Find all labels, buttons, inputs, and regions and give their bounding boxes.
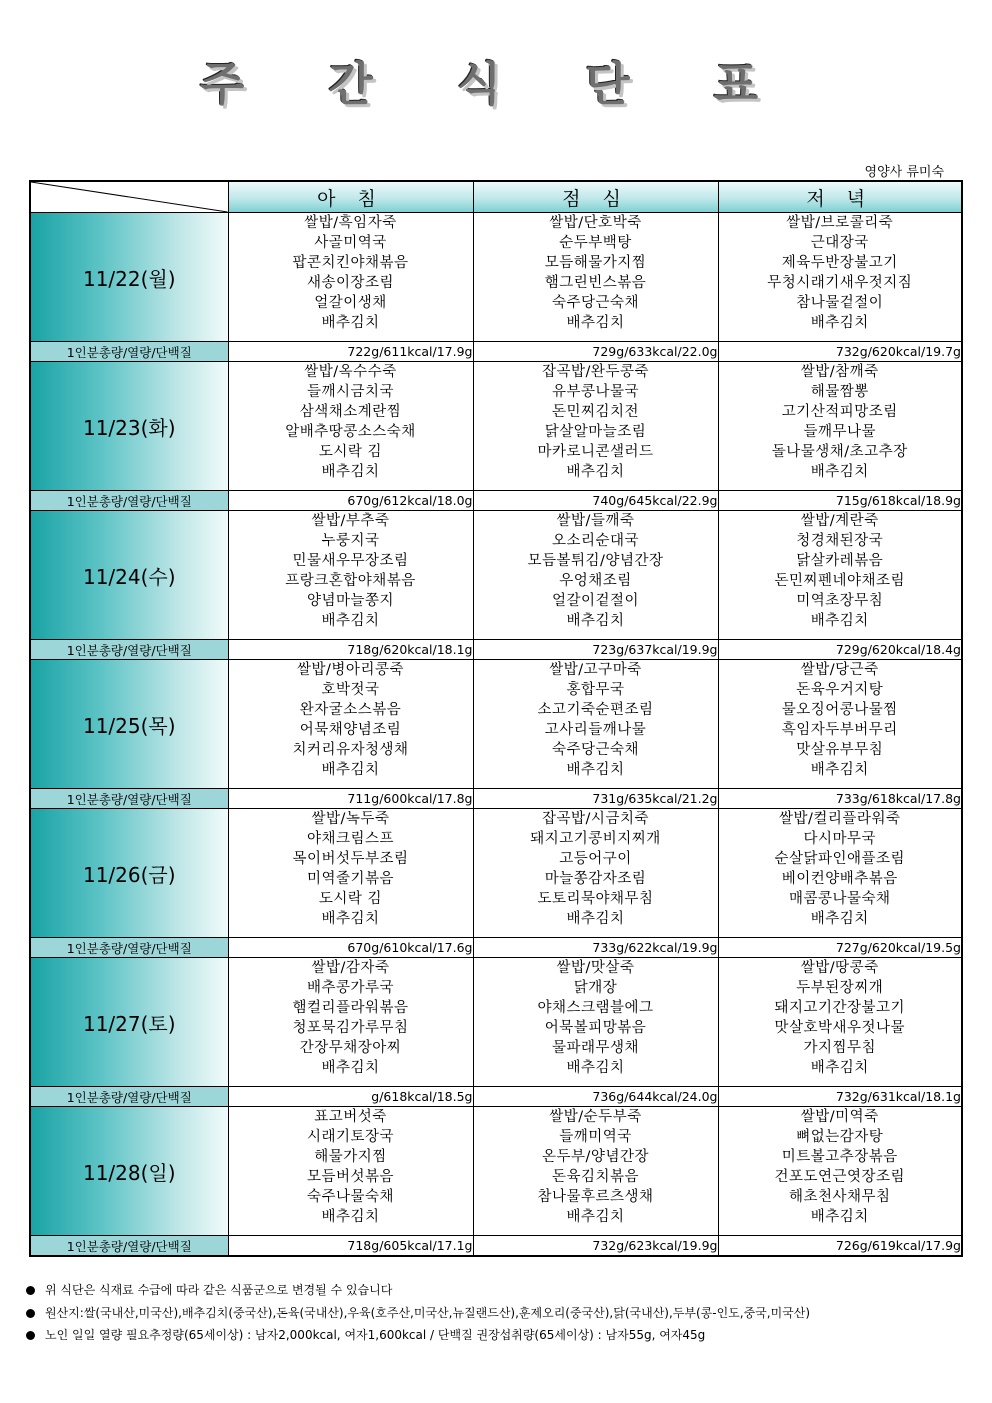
dish-item: 온두부/양념간장 xyxy=(542,1149,649,1165)
dish-item: 배추김치 xyxy=(321,1209,380,1225)
dish-item: 물파래무생채 xyxy=(551,1040,640,1056)
dish-item: 돼지고기간장불고기 xyxy=(774,1000,906,1016)
dish-item: 사골미역국 xyxy=(314,235,387,251)
dish-item: 도시락 김 xyxy=(318,891,383,907)
note-item xyxy=(26,1302,810,1325)
dish-item: 마늘쫑감자조림 xyxy=(544,871,647,887)
dish-item: 쌀밥/땅콩죽 xyxy=(800,960,879,976)
day-date: 11/23(화) xyxy=(30,362,228,491)
summary-label: 1인분총량/열량/단백질 xyxy=(30,640,228,660)
dish-item: 햄그린빈스볶음 xyxy=(544,275,647,291)
dish-item: 돌나물생채/초고추장 xyxy=(771,444,908,460)
dish-item: 돈민찌펜네야채조림 xyxy=(774,573,906,589)
dinner-cell xyxy=(718,511,962,640)
dish-item: 표고버섯죽 xyxy=(314,1109,387,1125)
dish-item: 야채크림스프 xyxy=(306,831,395,847)
dish-item: 배추김치 xyxy=(566,315,625,331)
dinner-cell xyxy=(718,362,962,491)
dish-item: 모듬볼튀김/양념간장 xyxy=(527,553,664,569)
day-date: 11/26(금) xyxy=(30,809,228,938)
summary-row xyxy=(30,640,962,660)
summary-value: 740g/645kcal/22.9g xyxy=(473,491,718,511)
dish-item: 가지찜무침 xyxy=(803,1040,877,1056)
breakfast-cell xyxy=(228,213,473,342)
breakfast-cell xyxy=(228,362,473,491)
dish-item: 맛살유부무침 xyxy=(796,742,884,758)
dish-item: 닭살카레볶음 xyxy=(796,553,884,569)
dish-item: 들깨무나물 xyxy=(803,424,877,440)
dish-item: 쌀밥/순두부죽 xyxy=(549,1109,642,1125)
summary-value: g/618kcal/18.5g xyxy=(228,1087,473,1107)
summary-value: 736g/644kcal/24.0g xyxy=(473,1087,718,1107)
dish-item: 쌀밥/참깨죽 xyxy=(800,364,879,380)
dish-item: 건포도연근엿장조림 xyxy=(774,1169,906,1185)
lunch-cell xyxy=(473,213,718,342)
dish-item: 쌀밥/컬리플라워죽 xyxy=(779,811,901,827)
dietitian-name: 영양사 류미숙 xyxy=(864,165,944,180)
lunch-cell xyxy=(473,511,718,640)
dish-item: 완자굴소스볶음 xyxy=(299,702,402,718)
dish-item: 유부콩나물국 xyxy=(551,384,640,400)
dish-item: 닭개장 xyxy=(573,980,618,996)
dish-item: 배추김치 xyxy=(566,613,625,629)
dish-item: 배추김치 xyxy=(566,464,625,480)
dish-item: 쌀밥/미역죽 xyxy=(800,1109,879,1125)
dish-item: 잡곡밥/시금치죽 xyxy=(542,811,649,827)
day-date: 11/28(일) xyxy=(30,1107,228,1236)
dish-item: 쌀밥/단호박죽 xyxy=(549,215,642,231)
summary-label: 1인분총량/열량/단백질 xyxy=(30,342,228,362)
dish-item: 삼색채소계란찜 xyxy=(299,404,402,420)
summary-row xyxy=(30,1236,962,1257)
dish-item: 매콤콩나물숙채 xyxy=(788,891,891,907)
bullet-icon xyxy=(26,1286,35,1295)
day-date: 11/25(목) xyxy=(30,660,228,789)
dish-item: 치커리유자청생채 xyxy=(292,742,409,758)
dish-item: 물오징어콩나물찜 xyxy=(781,702,898,718)
summary-row xyxy=(30,1087,962,1107)
dish-item: 간장무채장아찌 xyxy=(299,1040,402,1056)
weekly-menu-table xyxy=(29,180,963,1257)
summary-row xyxy=(30,789,962,809)
dish-item: 청경채된장국 xyxy=(796,533,884,549)
lunch-cell xyxy=(473,1107,718,1236)
bullet-icon xyxy=(26,1309,35,1318)
dish-item: 두부된장찌개 xyxy=(796,980,884,996)
day-row xyxy=(30,213,962,342)
dish-item: 어묵볼피망볶음 xyxy=(544,1020,647,1036)
dish-item: 쌀밥/맛살죽 xyxy=(556,960,635,976)
dish-item: 새송이장조림 xyxy=(306,275,395,291)
summary-label: 1인분총량/열량/단백질 xyxy=(30,1087,228,1107)
dish-item: 숙주당근숙채 xyxy=(551,295,640,311)
dish-item: 배추김치 xyxy=(566,762,625,778)
header-lunch: 점 심 xyxy=(473,181,718,213)
note-item xyxy=(26,1279,810,1302)
dish-item: 모듬해물가지찜 xyxy=(544,255,647,271)
summary-value: 670g/612kcal/18.0g xyxy=(228,491,473,511)
dish-item: 프랑크혼합야채볶음 xyxy=(285,573,416,589)
summary-value: 722g/611kcal/17.9g xyxy=(228,342,473,362)
dish-item: 배추김치 xyxy=(566,911,625,927)
dinner-cell xyxy=(718,809,962,938)
dish-item: 해물가지찜 xyxy=(314,1149,387,1165)
day-row xyxy=(30,660,962,789)
dish-item: 얼갈이생채 xyxy=(314,295,387,311)
menu-body xyxy=(30,213,962,1257)
dinner-cell xyxy=(718,213,962,342)
summary-value: 715g/618kcal/18.9g xyxy=(718,491,962,511)
summary-row xyxy=(30,342,962,362)
dish-item: 베이컨양배추볶음 xyxy=(781,871,898,887)
summary-label: 1인분총량/열량/단백질 xyxy=(30,1236,228,1257)
dinner-cell xyxy=(718,660,962,789)
dish-item: 참나물겉절이 xyxy=(796,295,884,311)
dish-item: 배추김치 xyxy=(321,315,380,331)
dish-item: 배추김치 xyxy=(321,1060,380,1076)
dish-item: 쌀밥/계란죽 xyxy=(800,513,879,529)
header-breakfast: 아 침 xyxy=(228,181,473,213)
dish-item: 미트볼고추장볶음 xyxy=(781,1149,898,1165)
summary-value: 718g/620kcal/18.1g xyxy=(228,640,473,660)
summary-value: 718g/605kcal/17.1g xyxy=(228,1236,473,1257)
dish-item: 배추김치 xyxy=(810,911,869,927)
dish-item: 들깨시금치국 xyxy=(306,384,395,400)
dish-item: 배추김치 xyxy=(810,1209,869,1225)
dish-item: 배추김치 xyxy=(810,315,869,331)
day-row xyxy=(30,362,962,491)
dish-item: 목이버섯두부조림 xyxy=(292,851,409,867)
dish-item: 흑임자두부버무리 xyxy=(781,722,898,738)
dish-item: 배추김치 xyxy=(810,464,869,480)
dish-item: 미역초장무침 xyxy=(796,593,884,609)
dish-item: 호박젓국 xyxy=(321,682,380,698)
dish-item: 해물짬뽕 xyxy=(810,384,869,400)
dish-item: 마카로니콘샐러드 xyxy=(537,444,654,460)
dish-item: 참나물후르츠생채 xyxy=(537,1189,654,1205)
dish-item: 홍합무국 xyxy=(566,682,625,698)
dish-item: 야채스크램블에그 xyxy=(537,1000,654,1016)
summary-value: 733g/622kcal/19.9g xyxy=(473,938,718,958)
dish-item: 돈민찌김치전 xyxy=(551,404,640,420)
dish-item: 근대장국 xyxy=(810,235,869,251)
breakfast-cell xyxy=(228,809,473,938)
dish-item: 배추김치 xyxy=(810,762,869,778)
day-row xyxy=(30,1107,962,1236)
dish-item: 알배추땅콩소스숙채 xyxy=(285,424,416,440)
dish-item: 쌀밥/당근죽 xyxy=(800,662,879,678)
dish-item: 쌀밥/흑임자죽 xyxy=(304,215,397,231)
dish-item: 맛살호박새우젓나물 xyxy=(774,1020,906,1036)
dish-item: 누룽지국 xyxy=(321,533,380,549)
summary-value: 729g/633kcal/22.0g xyxy=(473,342,718,362)
summary-value: 732g/620kcal/19.7g xyxy=(718,342,962,362)
summary-value: 723g/637kcal/19.9g xyxy=(473,640,718,660)
day-row xyxy=(30,809,962,938)
dish-item: 들깨미역국 xyxy=(559,1129,632,1145)
summary-value: 670g/610kcal/17.6g xyxy=(228,938,473,958)
page-title: 주 간 식 단 표 xyxy=(199,57,793,111)
breakfast-cell xyxy=(228,660,473,789)
dish-item: 도시락 김 xyxy=(318,444,383,460)
header-dinner: 저 녁 xyxy=(718,181,962,213)
dish-item: 배추김치 xyxy=(566,1060,625,1076)
dish-item: 양념마늘쫑지 xyxy=(306,593,395,609)
note-item xyxy=(26,1324,810,1347)
summary-row xyxy=(30,938,962,958)
dish-item: 청포묵김가루무침 xyxy=(292,1020,409,1036)
dish-item: 무청시래기새우젓지짐 xyxy=(767,275,913,291)
breakfast-cell xyxy=(228,1107,473,1236)
dish-item: 제육두반장불고기 xyxy=(781,255,898,271)
dish-item: 배추김치 xyxy=(810,613,869,629)
dish-item: 배추김치 xyxy=(321,613,380,629)
dish-item: 잡곡밥/완두콩죽 xyxy=(542,364,649,380)
bullet-icon xyxy=(26,1331,35,1340)
dish-item: 숙주당근숙채 xyxy=(551,742,640,758)
lunch-cell xyxy=(473,809,718,938)
dish-item: 햄컬리플라워볶음 xyxy=(292,1000,409,1016)
header-row xyxy=(30,181,962,213)
summary-label: 1인분총량/열량/단백질 xyxy=(30,491,228,511)
breakfast-cell xyxy=(228,511,473,640)
summary-value: 733g/618kcal/17.8g xyxy=(718,789,962,809)
day-date: 11/24(수) xyxy=(30,511,228,640)
dish-item: 쌀밥/감자죽 xyxy=(311,960,390,976)
note-text: 노인 일일 열량 필요추정량(65세이상) : 남자2,000kcal, 여자1,600kcal / 단백질 권장섭취량(65세이상) : 남자55g, 여자45g xyxy=(45,1328,706,1342)
summary-label: 1인분총량/열량/단백질 xyxy=(30,789,228,809)
day-date: 11/27(토) xyxy=(30,958,228,1087)
dish-item: 배추김치 xyxy=(321,762,380,778)
note-text: 원산지:쌀(국내산,미국산),배추김치(중국산),돈육(국내산),우육(호주산,미국산,뉴질랜드산),훈제오리(중국산),닭(국내산),두부(콩-인도,중국,미국산) xyxy=(45,1305,811,1320)
dish-item: 배추콩가루국 xyxy=(306,980,395,996)
dish-item: 쌀밥/병아리콩죽 xyxy=(297,662,404,678)
dish-item: 어묵채양념조림 xyxy=(299,722,402,738)
dinner-cell xyxy=(718,1107,962,1236)
dish-item: 오소리순대국 xyxy=(551,533,640,549)
dish-item: 순살닭파인애플조림 xyxy=(774,851,906,867)
summary-value: 732g/631kcal/18.1g xyxy=(718,1087,962,1107)
dish-item: 돈육우거지탕 xyxy=(796,682,884,698)
dish-item: 쌀밥/들깨죽 xyxy=(556,513,635,529)
lunch-cell xyxy=(473,958,718,1087)
dish-item: 쌀밥/부추죽 xyxy=(311,513,390,529)
summary-value: 731g/635kcal/21.2g xyxy=(473,789,718,809)
dish-item: 쌀밥/브로콜리죽 xyxy=(786,215,894,231)
dish-item: 해초천사채무침 xyxy=(788,1189,891,1205)
dish-item: 돼지고기콩비지찌개 xyxy=(530,831,661,847)
dish-item: 고기산적피망조림 xyxy=(781,404,898,420)
breakfast-cell xyxy=(228,958,473,1087)
dish-item: 쌀밥/고구마죽 xyxy=(549,662,642,678)
dish-item: 모듬버섯볶음 xyxy=(306,1169,395,1185)
dish-item: 고사리들깨나물 xyxy=(544,722,647,738)
note-text: 위 식단은 식재료 수급에 따라 같은 식품군으로 변경될 수 있습니다 xyxy=(45,1283,393,1297)
summary-value: 732g/623kcal/19.9g xyxy=(473,1236,718,1257)
dish-item: 도토리묵야채무침 xyxy=(537,891,654,907)
notes xyxy=(26,1279,810,1347)
dish-item: 시래기토장국 xyxy=(306,1129,395,1145)
dish-item: 배추김치 xyxy=(566,1209,625,1225)
dish-item: 쌀밥/녹두죽 xyxy=(311,811,390,827)
dish-item: 배추김치 xyxy=(321,464,380,480)
corner-cell xyxy=(30,181,228,213)
dish-item: 고등어구이 xyxy=(559,851,632,867)
dish-item: 다시마무국 xyxy=(803,831,877,847)
day-row xyxy=(30,958,962,1087)
dish-item: 순두부백탕 xyxy=(559,235,632,251)
day-date: 11/22(월) xyxy=(30,213,228,342)
summary-label: 1인분총량/열량/단백질 xyxy=(30,938,228,958)
dish-item: 민물새우무장조림 xyxy=(292,553,409,569)
dish-item: 쌀밥/옥수수죽 xyxy=(304,364,397,380)
lunch-cell xyxy=(473,660,718,789)
dish-item: 돈육김치볶음 xyxy=(551,1169,640,1185)
dish-item: 팝콘치킨야채볶음 xyxy=(292,255,409,271)
dish-item: 미역줄기볶음 xyxy=(306,871,395,887)
dish-item: 숙주나물숙채 xyxy=(306,1189,395,1205)
dish-item: 배추김치 xyxy=(321,911,380,927)
dish-item: 얼갈이겉절이 xyxy=(551,593,640,609)
day-row xyxy=(30,511,962,640)
lunch-cell xyxy=(473,362,718,491)
summary-value: 711g/600kcal/17.8g xyxy=(228,789,473,809)
summary-value: 726g/619kcal/17.9g xyxy=(718,1236,962,1257)
dish-item: 뼈없는감자탕 xyxy=(796,1129,884,1145)
dinner-cell xyxy=(718,958,962,1087)
dish-item: 우엉채조림 xyxy=(559,573,632,589)
dish-item: 소고기죽순편조림 xyxy=(537,702,654,718)
dish-item: 배추김치 xyxy=(810,1060,869,1076)
summary-value: 727g/620kcal/19.5g xyxy=(718,938,962,958)
diagonal-line xyxy=(31,182,228,212)
summary-row xyxy=(30,491,962,511)
dish-item: 닭살알마늘조림 xyxy=(544,424,647,440)
summary-value: 729g/620kcal/18.4g xyxy=(718,640,962,660)
